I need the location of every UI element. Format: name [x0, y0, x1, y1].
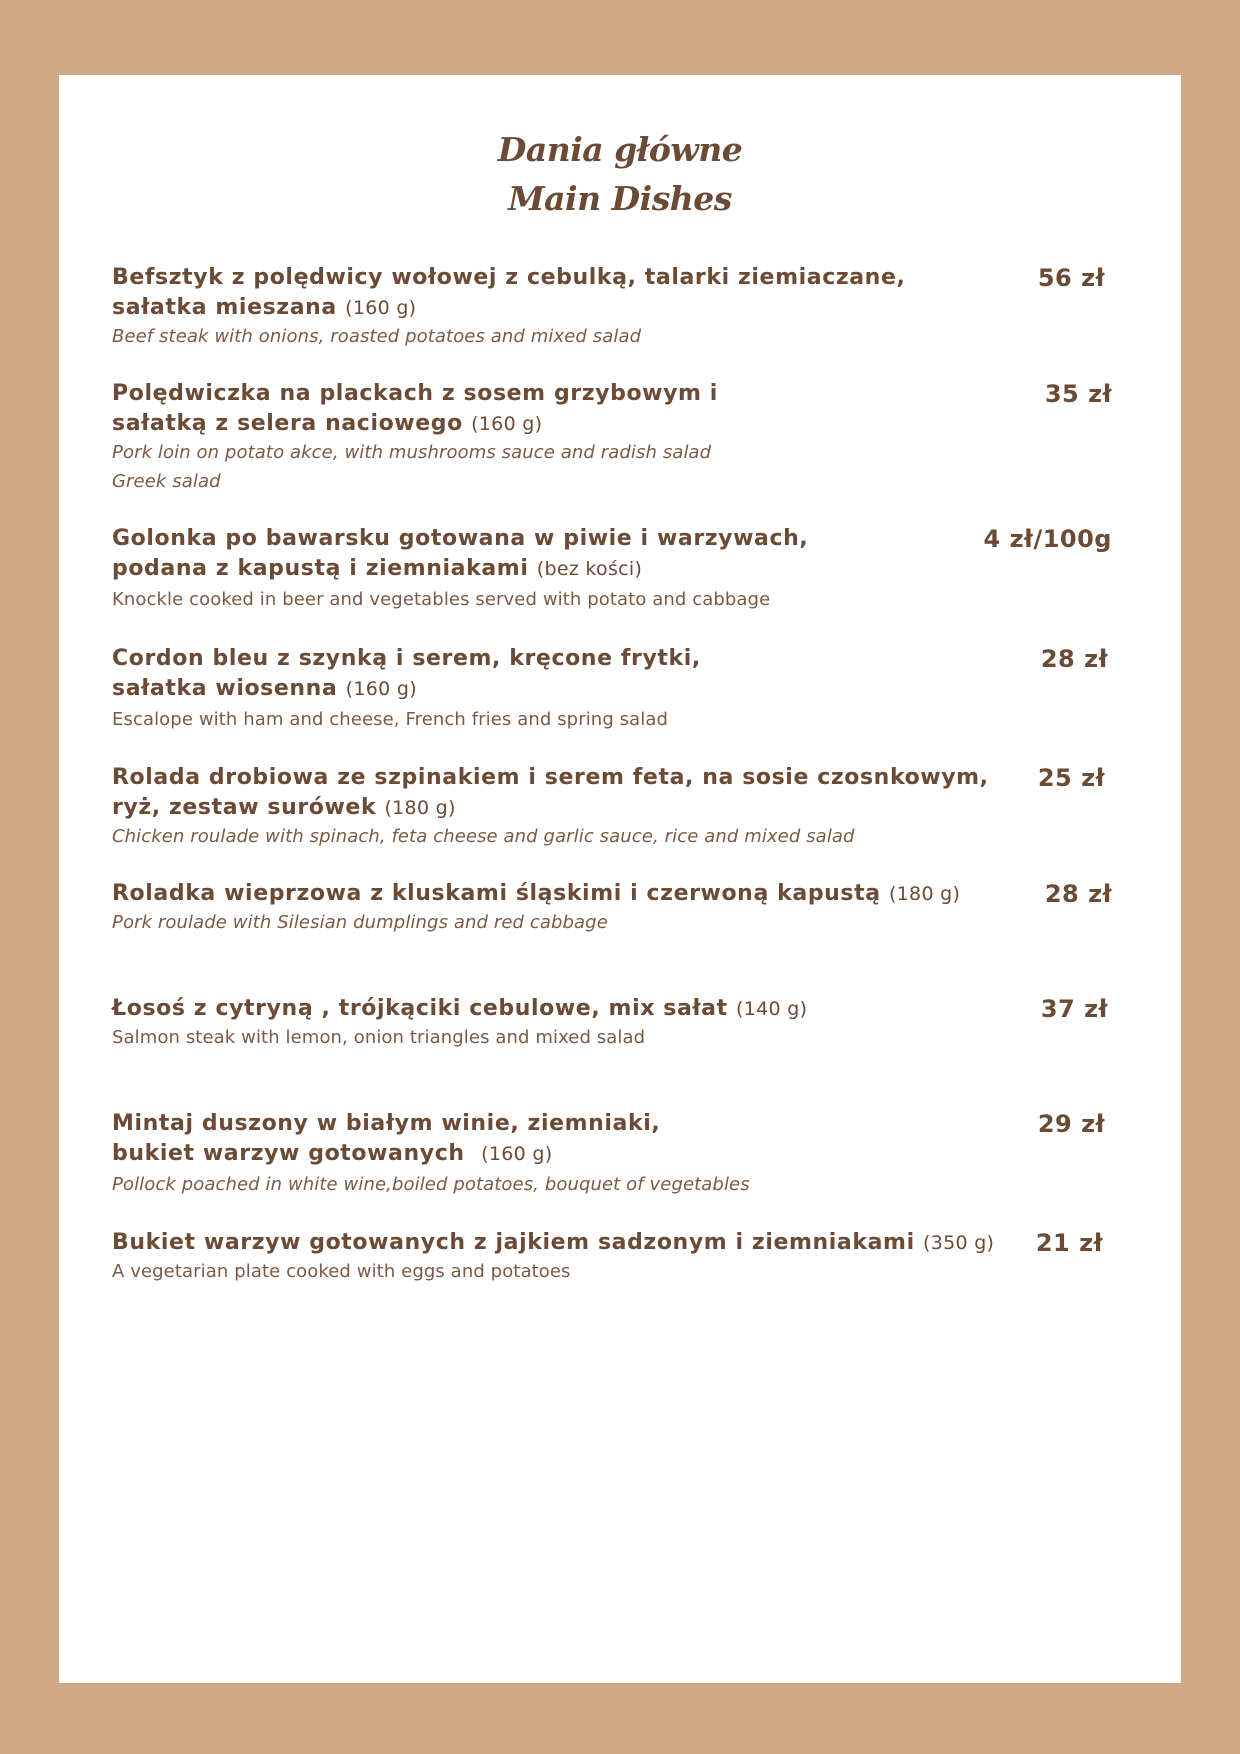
menu-item-salmon — [112, 994, 1112, 1051]
dish-english-description: A vegetarian plate cooked with eggs and potatoes — [112, 1261, 571, 1282]
dish-name-line-1: Cordon bleu z szynką i serem, kręcone frytki, — [112, 646, 701, 671]
dish-weight: (bez kości) — [536, 558, 643, 580]
dish-name-line-1: Rolada drobiowa ze szpinakiem i serem feta, na sosie czosnkowym, — [112, 765, 989, 790]
dish-name-line-2: podana z kapustą i ziemniakami (bez kości) — [112, 556, 643, 581]
dish-price: 28 zł — [1044, 880, 1112, 908]
dish-price: 37 zł — [1040, 995, 1108, 1023]
dish-name: Bukiet warzyw gotowanych z jajkiem sadzonym i ziemniakami (350 g) — [112, 1230, 995, 1255]
dish-weight: (160 g) — [481, 1143, 553, 1165]
dish-english-description: Salmon steak with lemon, onion triangles and mixed salad — [112, 1027, 646, 1048]
menu-item-pork-knuckle — [112, 524, 1112, 613]
menu-item-pork-loin — [112, 379, 1112, 495]
dish-english-description: Pollock poached in white wine,boiled potatoes, bouquet of vegetables — [112, 1174, 750, 1195]
dish-name-line-2: sałatka wiosenna (160 g) — [112, 676, 417, 701]
dish-weight: (160 g) — [345, 297, 417, 319]
dish-name-line-1: Golonka po bawarsku gotowana w piwie i warzywach, — [112, 526, 809, 551]
dish-english-description: Knockle cooked in beer and vegetables served with potato and cabbage — [112, 589, 771, 610]
dish-price: 4 zł/100g — [983, 525, 1112, 553]
dish-price: 25 zł — [1037, 764, 1105, 792]
dish-price: 28 zł — [1040, 645, 1108, 673]
menu-title — [59, 125, 1181, 223]
dish-english-description: Chicken roulade with spinach, feta cheese and garlic sauce, rice and mixed salad — [112, 826, 855, 847]
menu-item-beef-steak — [112, 263, 1112, 350]
dish-name-line-2: ryż, zestaw surówek (180 g) — [112, 795, 456, 820]
dish-name-line-2: bukiet warzyw gotowanych (160 g) — [112, 1141, 553, 1166]
dish-weight: (160 g) — [471, 413, 543, 435]
menu-item-pork-roulade — [112, 879, 1112, 936]
dish-name: Łosoś z cytryną , trójkąciki cebulowe, mix sałat (140 g) — [112, 996, 808, 1021]
dish-name: Roladka wieprzowa z kluskami śląskimi i czerwoną kapustą (180 g) — [112, 881, 961, 906]
title-english: Main Dishes — [508, 179, 732, 218]
dish-name-line-2: sałatką z selera naciowego (160 g) — [112, 411, 543, 436]
dish-name-line-1: Befsztyk z polędwicy wołowej z cebulką, talarki ziemiaczane, — [112, 265, 906, 290]
dish-english-description: Escalope with ham and cheese, French fries and spring salad — [112, 709, 669, 730]
dish-name-line-1: Mintaj duszony w białym winie, ziemniaki, — [112, 1111, 661, 1136]
dish-english-description: Pork roulade with Silesian dumplings and red cabbage — [112, 912, 608, 933]
menu-item-cordon-bleu — [112, 644, 1112, 733]
dish-price: 29 zł — [1037, 1110, 1105, 1138]
menu-item-pollock — [112, 1109, 1112, 1198]
dish-english-description: Pork loin on potato akce, with mushrooms sauce and radish salad — [112, 442, 712, 463]
dish-english-description: Beef steak with onions, roasted potatoes and mixed salad — [112, 326, 642, 347]
dish-weight: (160 g) — [345, 678, 417, 700]
dish-weight: (140 g) — [736, 998, 808, 1020]
dish-weight: (180 g) — [384, 797, 456, 819]
dish-name-line-2: sałatka mieszana (160 g) — [112, 295, 417, 320]
menu-item-chicken-roulade — [112, 763, 1112, 850]
dish-price: 56 zł — [1037, 264, 1105, 292]
dish-english-description-2: Greek salad — [112, 471, 221, 492]
dish-price: 35 zł — [1044, 380, 1112, 408]
dish-weight: (180 g) — [888, 883, 961, 905]
dish-name-line-1: Polędwiczka na plackach z sosem grzybowym i — [112, 381, 718, 406]
dish-weight: (350 g) — [922, 1232, 995, 1254]
menu-item-vegetable-bouquet — [112, 1228, 1112, 1285]
menu-page — [59, 75, 1181, 1683]
title-polish: Dania główne — [497, 130, 743, 169]
dish-price: 21 zł — [1035, 1229, 1103, 1257]
